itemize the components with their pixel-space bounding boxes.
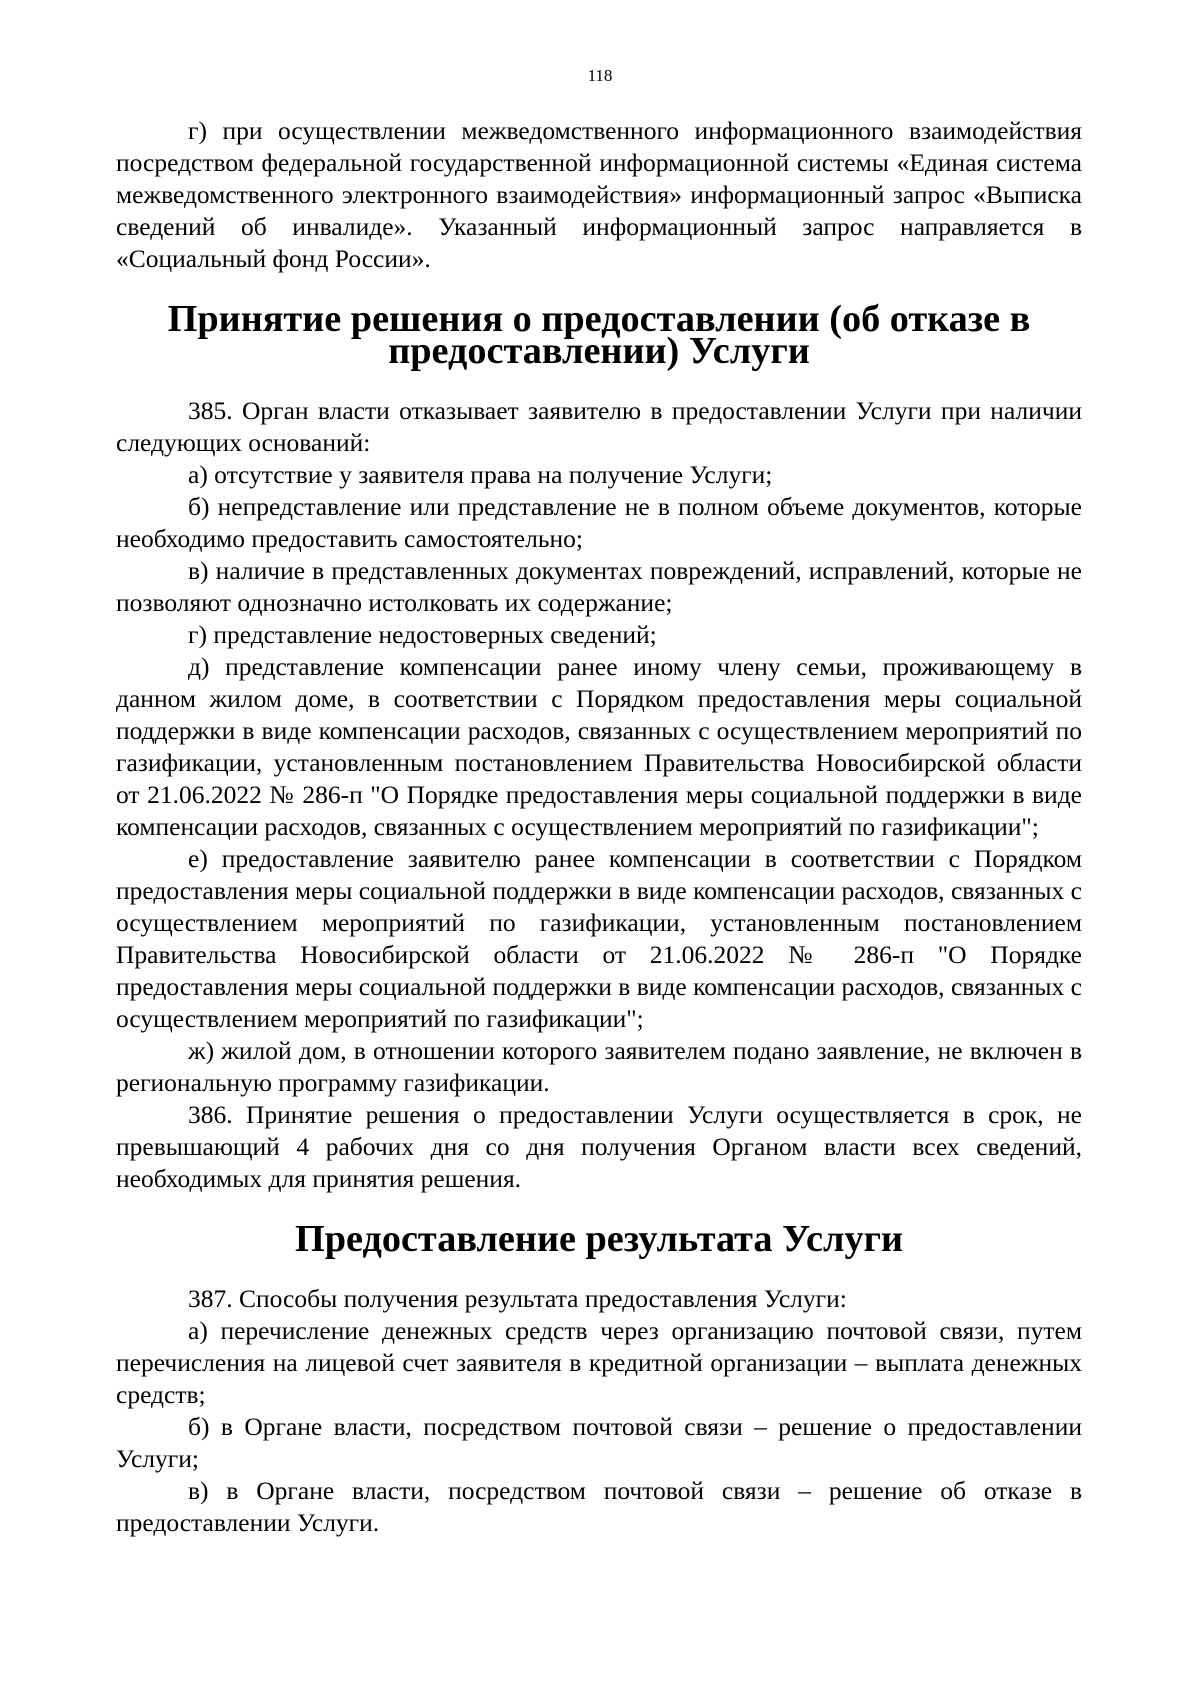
list-item-385-a: а) отсутствие у заявителя права на получение Услуги;	[188, 460, 773, 489]
paragraph-385: 385. Орган власти отказывает заявителю в предоставлении Услуги при наличии следующих оснований:	[116, 396, 1082, 457]
list-item-387-a: а) перечисление денежных средств через организацию почтовой связи, путем перечисления на лицевой счет заявителя в кредитной организации – выплата денежных средств;	[116, 1316, 1082, 1409]
list-item-385-v: в) наличие в представленных документах повреждений, исправлений, которые не позволяют однозначно истолковать их содержание;	[116, 556, 1082, 617]
list-item-387-v: в) в Органе власти, посредством почтовой связи – решение об отказе в предоставлении Услуги.	[116, 1476, 1082, 1537]
page-number: 118	[587, 66, 613, 85]
list-item-385-e: е) предоставление заявителю ранее компенсации в соответствии с Порядком предоставления меры социальной поддержки в виде компенсации расходов, связанных с осуществлением мероприятий по газификации, установленным постановлением Правительства Новосибирской области от 21.06.2022 № 286-п "О Порядке предоставления меры социальной поддержки в виде компенсации расходов, связанных с осуществлением мероприятий по газификации";	[116, 844, 1082, 1033]
paragraph-g-interagency-request: г) при осуществлении межведомственного информационного взаимодействия посредством федеральной государственной информационной системы «Единая система межведомственного электронного взаимодействия» информационный запрос «Выписка сведений об инвалиде». Указанный информационный запрос направляется в «Социальный фонд России».	[116, 116, 1082, 273]
section-heading-result: Предоставление результата Услуги	[294, 1218, 903, 1260]
list-item-387-b: б) в Органе власти, посредством почтовой связи – решение о предоставлении Услуги;	[116, 1412, 1082, 1473]
section-heading-decision: Принятие решения о предоставлении (об отказе в предоставлении) Услуги	[167, 298, 1031, 372]
paragraph-386: 386. Принятие решения о предоставлении Услуги осуществляется в срок, не превышающий 4 рабочих дня со дня получения Органом власти всех сведений, необходимых для принятия решения.	[116, 1100, 1082, 1193]
list-item-385-zh: ж) жилой дом, в отношении которого заявителем подано заявление, не включен в региональную программу газификации.	[116, 1036, 1082, 1097]
list-item-385-d: д) представление компенсации ранее иному члену семьи, проживающему в данном жилом доме, в соответствии с Порядком предоставления меры социальной поддержки в виде компенсации расходов, связанных с осуществлением мероприятий по газификации, установленным постановлением Правительства Новосибирской области от 21.06.2022 № 286-п "О Порядке предоставления меры социальной поддержки в виде компенсации расходов, связанных с осуществлением мероприятий по газификации";	[116, 652, 1082, 841]
paragraph-387: 387. Способы получения результата предоставления Услуги:	[188, 1284, 847, 1313]
list-item-385-b: б) непредставление или представление не в полном объеме документов, которые необходимо предоставить самостоятельно;	[116, 492, 1082, 553]
document-body	[116, 115, 1082, 1539]
list-item-385-g: г) представление недостоверных сведений;	[188, 620, 657, 649]
